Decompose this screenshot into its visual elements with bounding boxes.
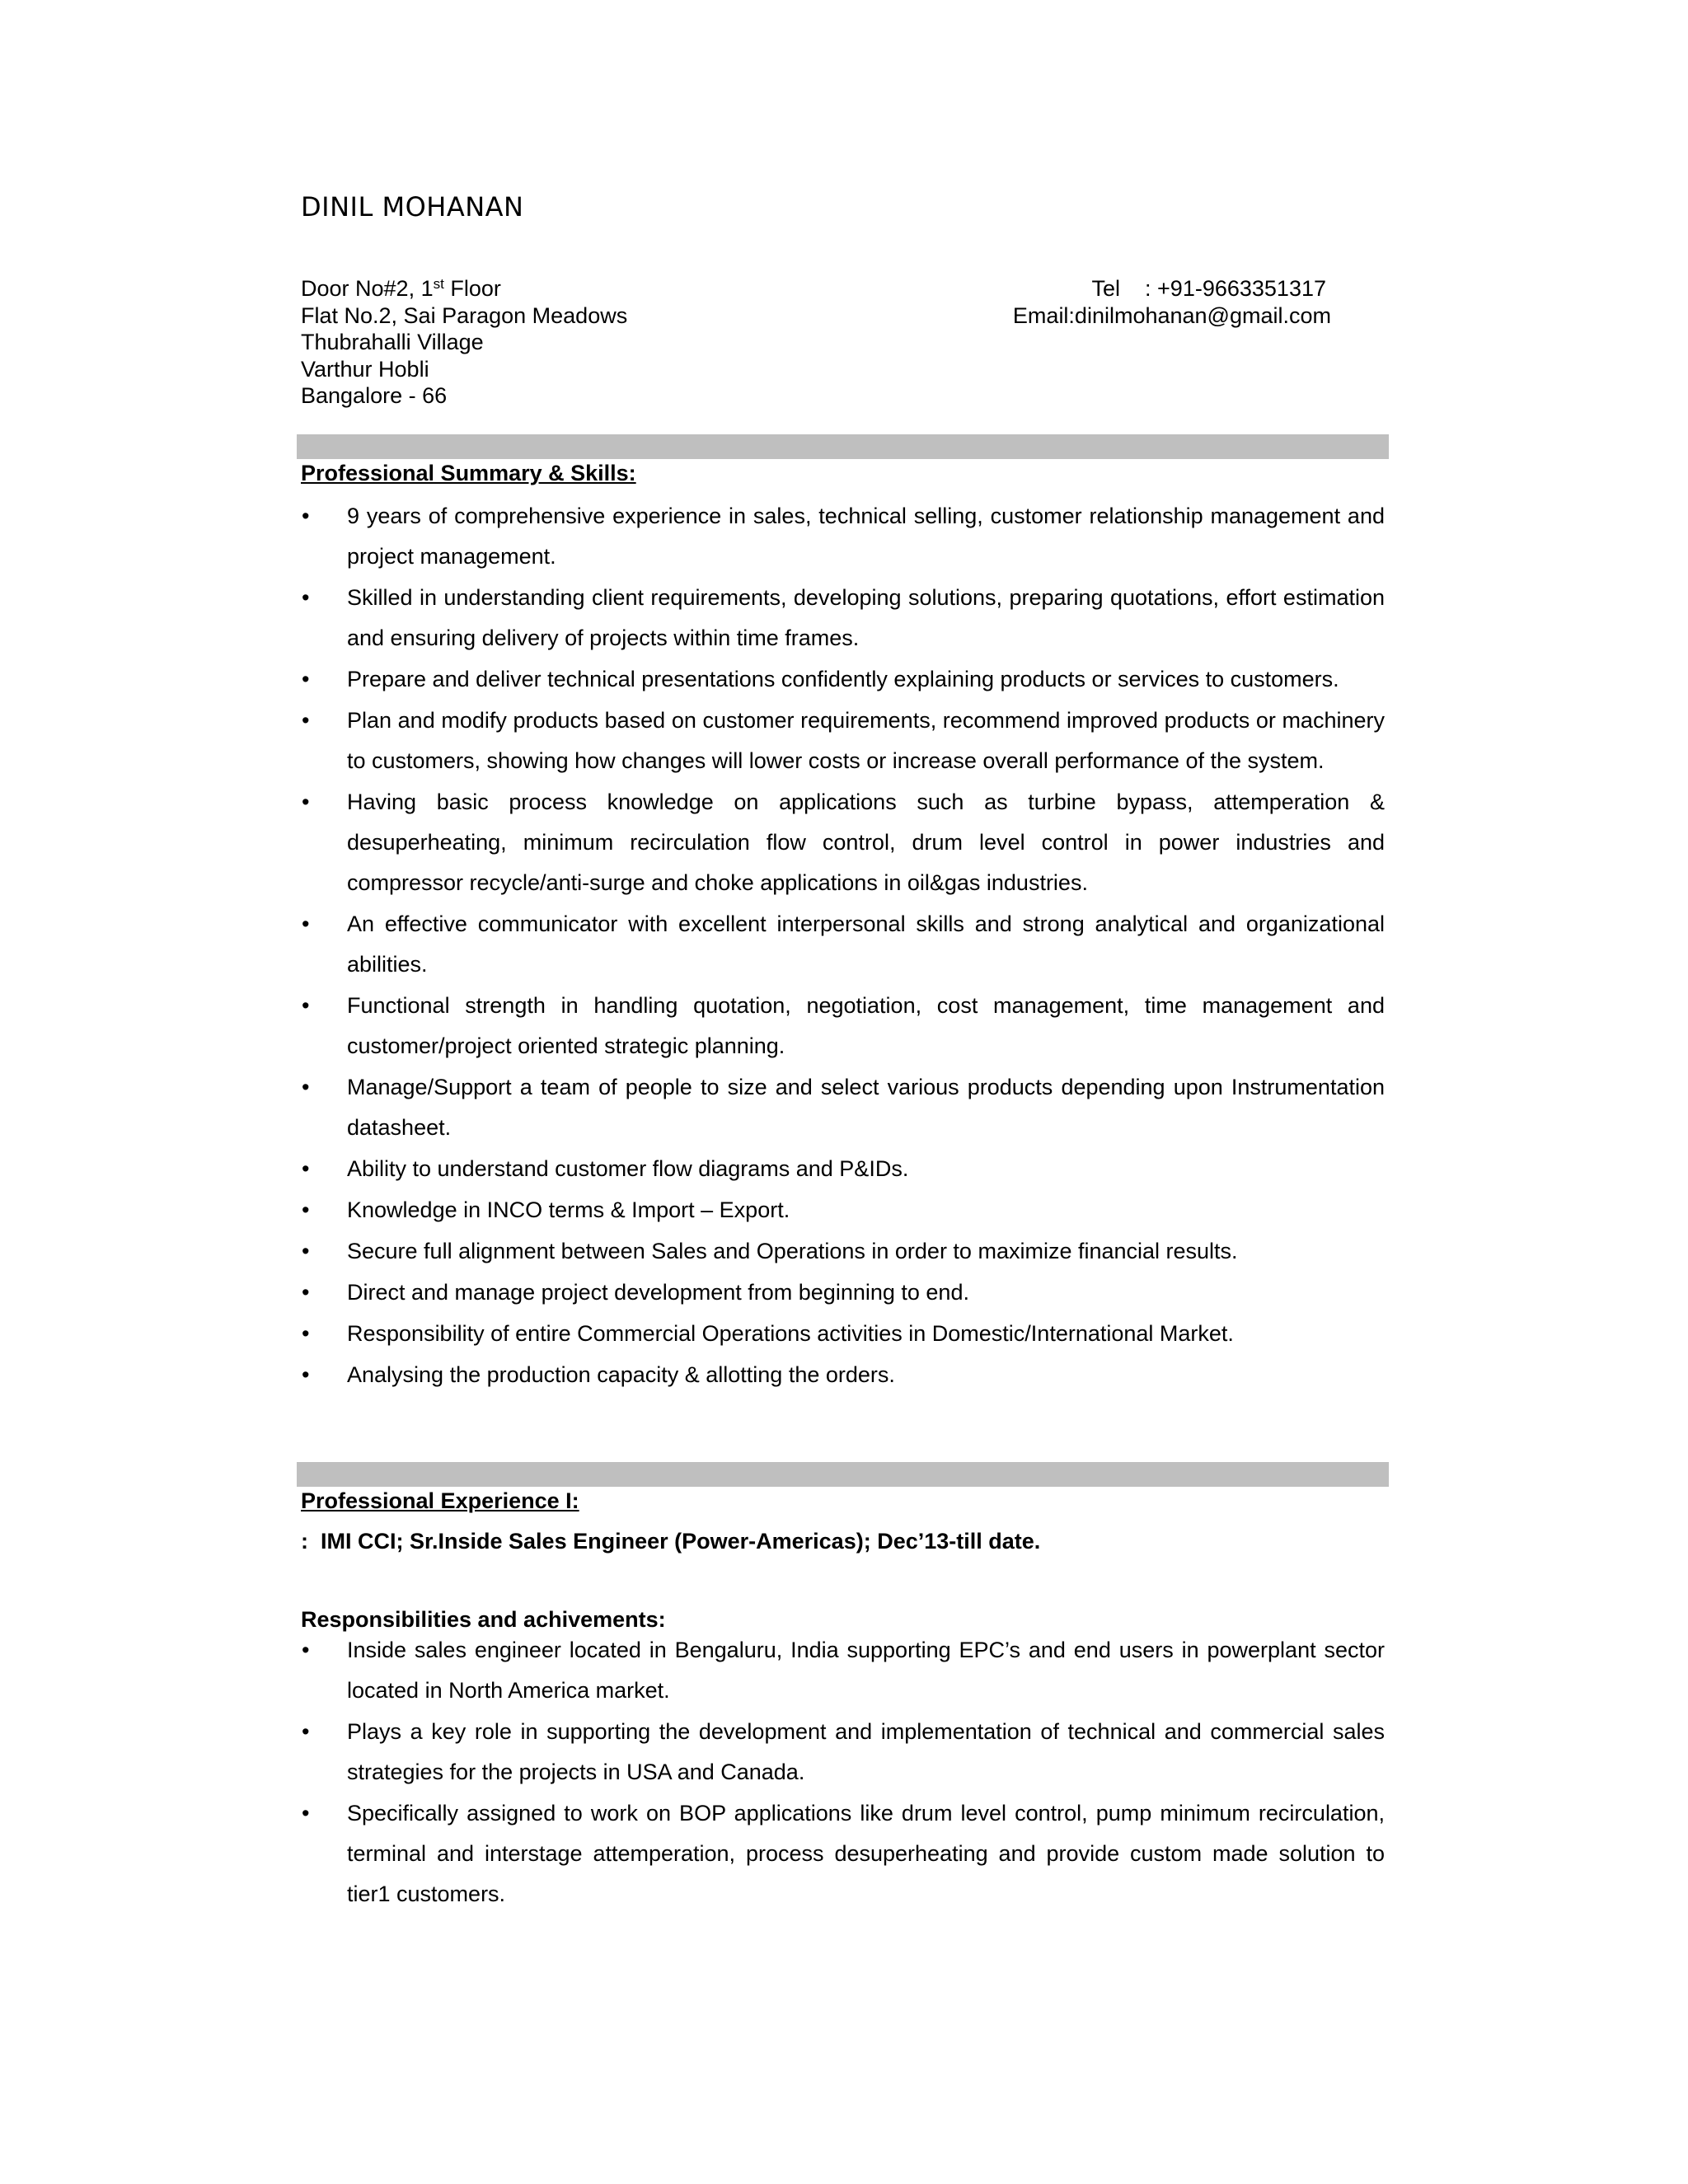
section-divider-experience [297,1462,1389,1487]
list-item-text: An effective communicator with excellent interpersonal skills and strong analytical and organizational abilities. [347,912,1385,977]
list-item-text: Plays a key role in supporting the development and implementation of technical and commercial sales strategies for the projects in USA and Canada. [347,1719,1385,1784]
list-item-text: Secure full alignment between Sales and Operations in order to maximize financial results. [347,1239,1238,1263]
list-item-text: Responsibility of entire Commercial Operations activities in Domestic/International Market. [347,1321,1234,1346]
bullet-icon: • [302,1801,310,1825]
list-item-text: Manage/Support a team of people to size and select various products depending upon Instrumentation datasheet. [347,1075,1385,1140]
section-divider-summary [297,434,1389,459]
postal-address [301,275,627,410]
list-item-text: Specifically assigned to work on BOP applications like drum level control, pump minimum recirculation, terminal and interstage attemperation, process desuperheating and provide custom made solution to tier1 customers. [347,1801,1385,1906]
list-item-text: Having basic process knowledge on applications such as turbine bypass, attemperation & desuperheating, minimum recirculation flow control, drum level control in power industries and compressor recycle/anti-surge and choke applications in oil&gas industries. [347,790,1385,895]
email-address: Email:dinilmohanan@gmail.com [1012,302,1331,328]
list-item [301,904,1385,985]
bullet-icon: • [302,1280,310,1305]
address-line-5: Bangalore - 66 [301,383,448,408]
list-item-text: Inside sales engineer located in Bengaluru, India supporting EPC’s and end users in powerplant sector located in North America market. [347,1638,1385,1703]
phone-number: Tel : +91-9663351317 [1091,276,1326,301]
list-item-text: Ability to understand customer flow diagrams and P&IDs. [347,1156,909,1181]
bullet-icon: • [302,1321,310,1346]
list-item-text: Knowledge in INCO terms & Import – Export. [347,1197,790,1222]
list-item [301,1314,1385,1354]
list-item [301,578,1385,658]
list-item [301,1149,1385,1189]
list-item-text: Direct and manage project development from beginning to end. [347,1280,969,1305]
bullet-icon: • [302,1638,310,1662]
experience-heading: Professional Experience I: [301,1488,579,1513]
bullet-icon: • [302,585,310,610]
bullet-icon: • [302,1156,310,1181]
candidate-name: DINIL MOHANAN [301,191,524,223]
bullet-icon: • [302,1239,310,1263]
bullet-icon: • [302,1719,310,1744]
list-item [301,986,1385,1066]
list-item-text: Plan and modify products based on customer requirements, recommend improved products or machinery to customers, showing how changes will lower costs or increase overall performance of the system. [347,708,1385,773]
bullet-icon: • [302,790,310,814]
responsibilities-list [301,1630,1385,1915]
job-role-line: : IMI CCI; Sr.Inside Sales Engineer (Power-Americas); Dec’13-till date. [301,1529,1041,1554]
list-item [301,1231,1385,1272]
list-item [301,1793,1385,1915]
summary-heading: Professional Summary & Skills: [301,461,636,485]
list-item-text: Skilled in understanding client requirements, developing solutions, preparing quotations, effort estimation and ensuring delivery of projects within time frames. [347,585,1385,650]
bullet-icon: • [302,1362,310,1387]
list-item-text: Prepare and deliver technical presentations confidently explaining products or services to customers. [347,667,1339,691]
skills-list [301,496,1385,1396]
list-item [301,701,1385,781]
bullet-icon: • [302,1197,310,1222]
contact-block [907,275,1331,329]
list-item [301,659,1385,700]
list-item [301,1355,1385,1395]
list-item [301,1712,1385,1793]
list-item [301,1190,1385,1230]
bullet-icon: • [302,912,310,936]
list-item [301,1272,1385,1313]
address-line-4: Varthur Hobli [301,356,429,382]
list-item [301,1630,1385,1711]
responsibilities-heading: Responsibilities and achivements: [301,1607,666,1632]
list-item [301,782,1385,903]
bullet-icon: • [302,1075,310,1099]
bullet-icon: • [302,504,310,528]
list-item [301,1067,1385,1148]
bullet-icon: • [302,667,310,691]
address-line-2: Flat No.2, Sai Paragon Meadows [301,302,628,328]
list-item-text: Functional strength in handling quotation, negotiation, cost management, time management and customer/project oriented strategic planning. [347,993,1385,1058]
address-line-1: Door No#2, 1st Floor [301,276,501,301]
address-line-3: Thubrahalli Village [301,330,484,354]
list-item-text: Analysing the production capacity & allotting the orders. [347,1362,895,1387]
bullet-icon: • [302,708,310,733]
list-item-text: 9 years of comprehensive experience in sales, technical selling, customer relationship management and project management. [347,504,1385,569]
list-item [301,496,1385,577]
bullet-icon: • [302,993,310,1018]
